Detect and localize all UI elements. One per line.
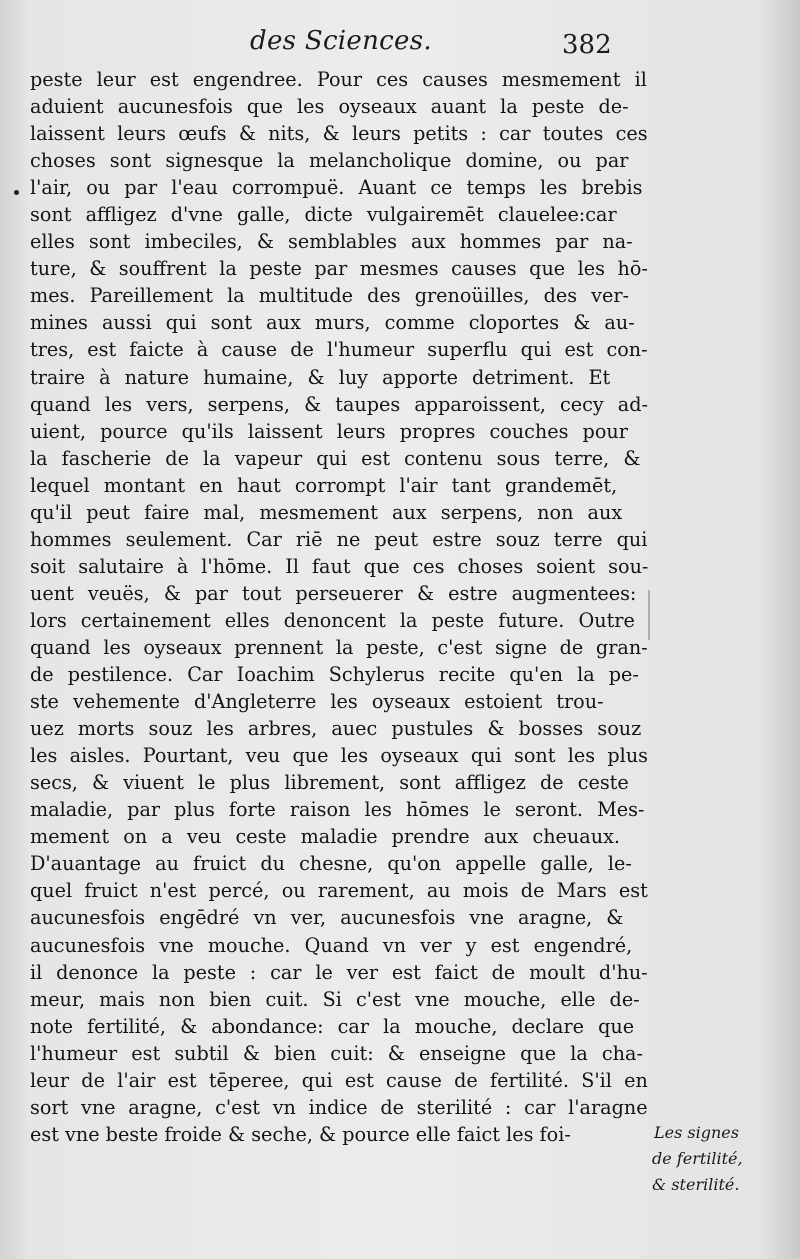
- text-line: leur de l'air est tēperee, qui est cause de fertilité. S'il en: [30, 1068, 648, 1092]
- body-text: [30, 66, 650, 1148]
- text-line: D'auantage au fruict du chesne, qu'on appelle galle, le-: [30, 852, 632, 876]
- text-line: l'air, ou par l'eau corrompuë. Auant ce temps les brebis: [30, 176, 643, 200]
- text-line: il denonce la peste : car le ver est faict de moult d'hu-: [30, 960, 648, 984]
- text-line: quand les oyseaux prennent la peste, c'est signe de gran-: [30, 635, 648, 659]
- margin-note-line: Les signes: [654, 1123, 739, 1142]
- text-line: meur, mais non bien cuit. Si c'est vne mouche, elle de-: [30, 987, 640, 1011]
- text-line: secs, & viuent le plus librement, sont affligez de ceste: [30, 771, 629, 795]
- text-line: les aisles. Pourtant, veu que les oyseaux qui sont les plus: [30, 744, 649, 768]
- margin-note-line: de fertilité,: [652, 1149, 743, 1168]
- text-line: traire à nature humaine, & luy apporte detriment. Et: [30, 365, 611, 389]
- text-line: peste leur est engendree. Pour ces causes mesmement il: [30, 68, 647, 91]
- text-line: uez morts souz les arbres, auec pustules & bosses souz: [30, 717, 642, 741]
- text-line: ste vehemente d'Angleterre les oyseaux estoient trou-: [30, 690, 604, 714]
- text-line: sont affligez d'vne galle, dicte vulgairemēt clauelee:car: [30, 203, 617, 227]
- text-line: aucunesfois vne mouche. Quand vn ver y est engendré,: [30, 933, 633, 957]
- text-line: soit salutaire à l'hōme. Il faut que ces choses soient sou-: [30, 554, 649, 578]
- running-head: des Sciences.: [250, 26, 432, 56]
- text-line: l'humeur est subtil & bien cuit: & enseigne que la cha-: [30, 1041, 643, 1065]
- text-line: aduient aucunesfois que les oyseaux auant la peste de-: [30, 95, 629, 119]
- ink-mark: [14, 190, 19, 195]
- text-line: de pestilence. Car Ioachim Schylerus recite qu'en la pe-: [30, 663, 639, 687]
- margin-note: [652, 1120, 792, 1198]
- text-line: maladie, par plus forte raison les hōmes le seront. Mes-: [30, 798, 645, 822]
- text-line: mement on a veu ceste maladie prendre aux cheuaux.: [30, 825, 620, 849]
- text-line: est vne beste froide & seche, & pource elle faict les foi-: [30, 1122, 571, 1146]
- text-line: lequel montant en haut corrompt l'air tant grandemēt,: [30, 473, 618, 497]
- text-line: elles sont imbeciles, & semblables aux hommes par na-: [30, 230, 633, 254]
- text-line: quand les vers, serpens, & taupes apparoissent, cecy ad-: [30, 392, 648, 416]
- text-line: sort vne aragne, c'est vn indice de sterilité : car l'aragne: [30, 1095, 648, 1119]
- text-line: quel fruict n'est percé, ou rarement, au mois de Mars est: [30, 879, 648, 903]
- text-line: aucunesfois engēdré vn ver, aucunesfois vne aragne, &: [30, 906, 624, 930]
- page-number: 382: [562, 30, 612, 60]
- text-line: mines aussi qui sont aux murs, comme cloportes & au-: [30, 311, 635, 335]
- text-line: hommes seulement. Car riē ne peut estre souz terre qui: [30, 527, 648, 551]
- text-line: uent veuës, & par tout perseuerer & estre augmentees:: [30, 581, 637, 605]
- text-line: la fascherie de la vapeur qui est contenu sous terre, &: [30, 446, 641, 470]
- text-line: laissent leurs œufs & nits, & leurs petits : car toutes ces: [30, 122, 648, 146]
- text-line: choses sont signesque la melancholique domine, ou par: [30, 149, 629, 173]
- text-line: qu'il peut faire mal, mesmement aux serpens, non aux: [30, 500, 623, 524]
- margin-note-line: & sterilité.: [652, 1175, 740, 1194]
- text-line: uient, pource qu'ils laissent leurs propres couches pour: [30, 419, 628, 443]
- text-line: tres, est faicte à cause de l'humeur superflu qui est con-: [30, 338, 648, 362]
- text-line: lors certainement elles denoncent la peste future. Outre: [30, 608, 635, 632]
- text-line: note fertilité, & abondance: car la mouche, declare que: [30, 1014, 635, 1038]
- text-line: mes. Pareillement la multitude des grenoüilles, des ver-: [30, 284, 630, 308]
- text-line: ture, & souffrent la peste par mesmes causes que les hō-: [30, 257, 648, 281]
